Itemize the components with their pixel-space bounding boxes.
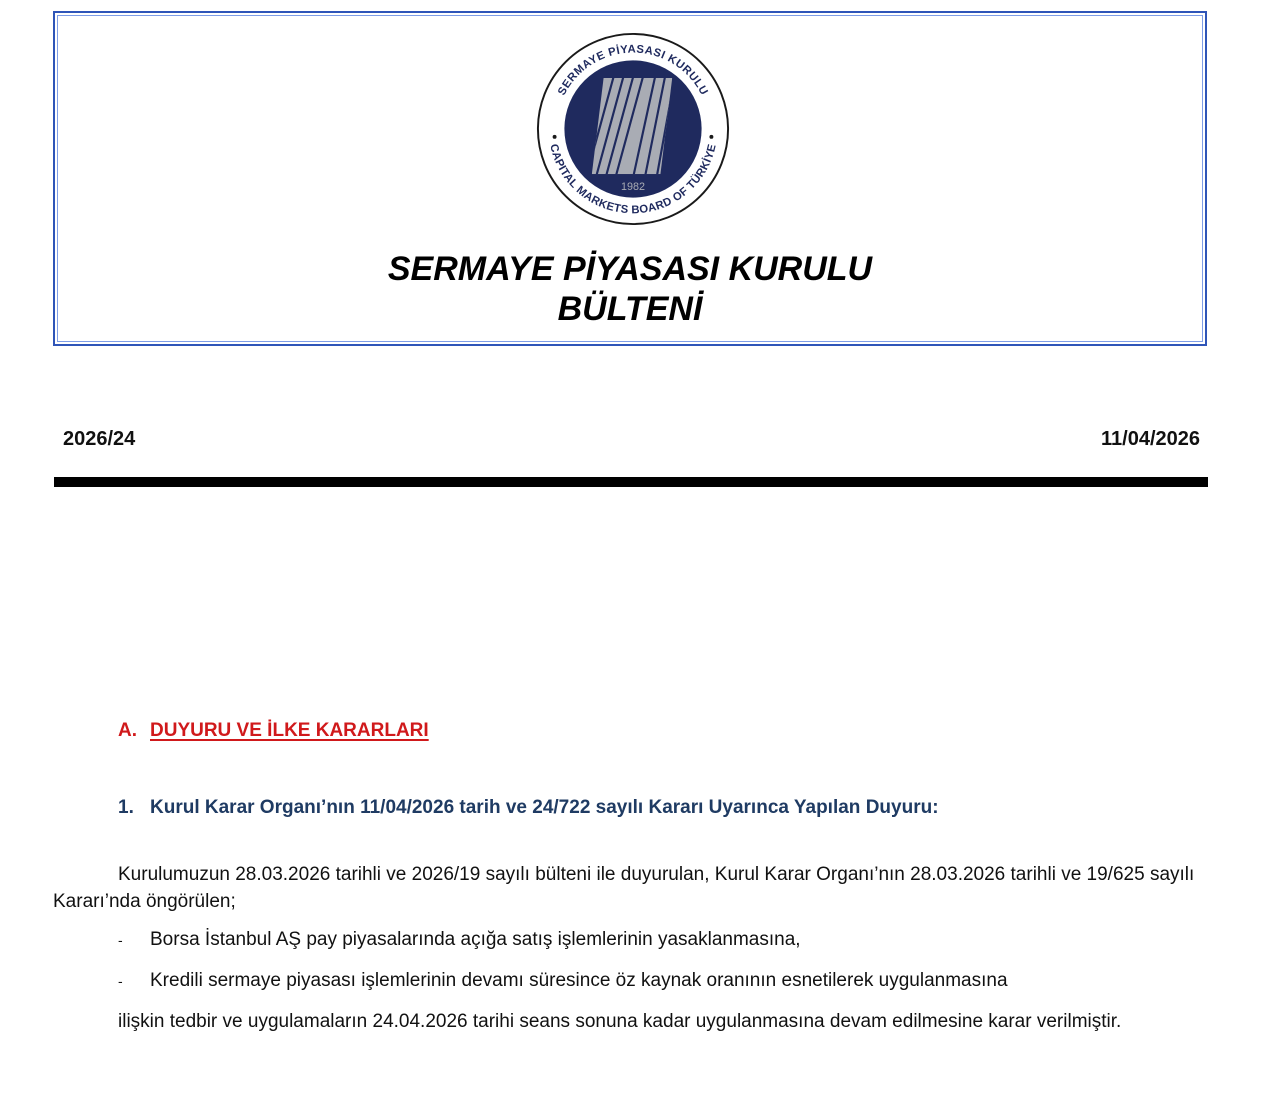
svg-text:SERMAYE PİYASASI KURULU bbox=[556, 44, 710, 98]
logo-text-top: SERMAYE PİYASASI KURULU bbox=[556, 43, 710, 98]
bulletin-date: 11/04/2026 bbox=[1101, 428, 1200, 450]
section-letter: A. bbox=[118, 720, 137, 741]
dash-bullet-icon: - bbox=[118, 972, 123, 989]
logo-text-bottom: CAPITAL MARKETS BOARD OF TÜRKİYE bbox=[547, 142, 719, 217]
section-title: DUYURU VE İLKE KARARLARI bbox=[150, 720, 429, 741]
section-heading bbox=[118, 720, 429, 742]
intro-paragraph: Kurulumuzun 28.03.2026 tarihli ve 2026/19 sayılı bülteni ile duyurulan, Kurul Karar Organı’nın 28.03.2026 tarihli ve 19/625 sayılı Kararı’nda öngörülen; bbox=[53, 864, 1195, 912]
item-number: 1. bbox=[118, 797, 134, 818]
closing-paragraph: ilişkin tedbir ve uygulamaların 24.04.2026 tarihi seans sonuna kadar uygulanmasına devam edilmesine karar verilmiştir. bbox=[118, 1011, 1122, 1032]
dash-bullet-icon: - bbox=[118, 931, 123, 948]
item-title: Kurul Karar Organı’nın 11/04/2026 tarih ve 24/722 sayılı Kararı Uyarınca Yapılan Duyuru: bbox=[150, 797, 939, 818]
svg-text:CAPITAL MARKETS BOARD OF TÜRKİ bbox=[547, 143, 719, 217]
bulletin-number: 2026/24 bbox=[63, 428, 136, 450]
list-item bbox=[118, 929, 801, 951]
spk-logo bbox=[535, 31, 731, 227]
list-item-text: Borsa İstanbul AŞ pay piyasalarında açığa satış işlemlerinin yasaklanmasına, bbox=[150, 929, 801, 950]
item-heading bbox=[118, 797, 939, 819]
title-line-2: BÜLTENİ bbox=[557, 290, 703, 328]
list-item bbox=[118, 970, 1008, 992]
header-divider bbox=[54, 477, 1208, 487]
bulletin-title bbox=[55, 249, 1205, 329]
list-item-text: Kredili sermaye piyasası işlemlerinin devamı süresince öz kaynak oranının esnetilerek uygulanmasına bbox=[150, 970, 1008, 991]
title-line-1: SERMAYE PİYASASI KURULU bbox=[387, 250, 873, 288]
logo-year: 1982 bbox=[621, 180, 645, 193]
logo-disc bbox=[564, 60, 701, 197]
bulletin-header bbox=[53, 11, 1207, 346]
